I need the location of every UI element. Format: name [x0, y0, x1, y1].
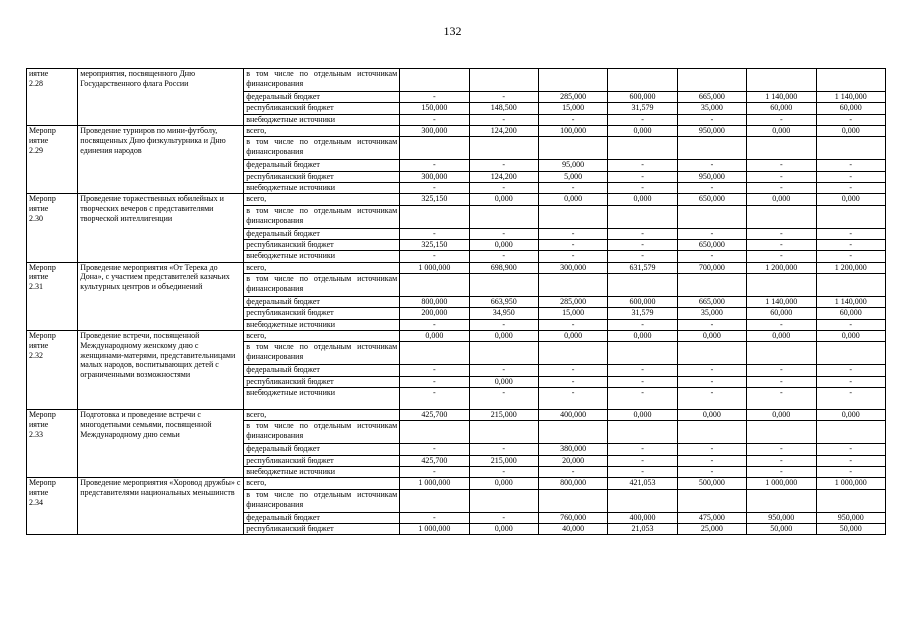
funding-source: федеральный бюджет	[244, 91, 400, 102]
table-row	[27, 410, 886, 421]
amount-cell: 215,000	[469, 455, 538, 466]
funding-source: в том числе по отдельным источникам финансирования	[244, 69, 400, 92]
amount-cell: -	[816, 444, 886, 455]
amount-cell	[677, 205, 746, 228]
amount-cell: -	[677, 160, 746, 171]
amount-cell	[677, 274, 746, 297]
amount-cell: -	[400, 182, 469, 193]
funding-source: федеральный бюджет	[244, 296, 400, 307]
amount-cell	[747, 421, 816, 444]
amount-cell: -	[538, 114, 607, 125]
funding-source: федеральный бюджет	[244, 365, 400, 376]
funding-source: республиканский бюджет	[244, 376, 400, 387]
amount-cell: -	[608, 114, 677, 125]
table-row	[27, 125, 886, 136]
amount-cell: -	[816, 239, 886, 250]
funding-source: республиканский бюджет	[244, 455, 400, 466]
amount-cell: 40,000	[538, 523, 607, 534]
amount-cell: 25,000	[677, 523, 746, 534]
amount-cell: 60,000	[816, 308, 886, 319]
amount-cell: 400,000	[538, 410, 607, 421]
funding-source: в том числе по отдельным источникам финансирования	[244, 342, 400, 365]
amount-cell: 60,000	[747, 308, 816, 319]
amount-cell: 950,000	[816, 512, 886, 523]
amount-cell: 600,000	[608, 296, 677, 307]
amount-cell: 0,000	[608, 194, 677, 205]
amount-cell: -	[400, 251, 469, 262]
amount-cell	[469, 137, 538, 160]
amount-cell: 1 200,000	[816, 262, 886, 273]
amount-cell: 475,000	[677, 512, 746, 523]
funding-source: внебюджетные источники	[244, 182, 400, 193]
amount-cell: -	[816, 376, 886, 387]
amount-cell: 760,000	[538, 512, 607, 523]
amount-cell: 0,000	[747, 125, 816, 136]
amount-cell	[677, 137, 746, 160]
amount-cell: -	[747, 455, 816, 466]
amount-cell: -	[816, 319, 886, 330]
amount-cell: 0,000	[747, 410, 816, 421]
amount-cell: -	[400, 160, 469, 171]
amount-cell: 631,579	[608, 262, 677, 273]
measure-code: Меропр иятие 2.32	[27, 331, 78, 410]
amount-cell	[538, 137, 607, 160]
amount-cell	[538, 421, 607, 444]
amount-cell: -	[816, 171, 886, 182]
amount-cell: -	[747, 444, 816, 455]
amount-cell: -	[816, 160, 886, 171]
amount-cell: -	[747, 319, 816, 330]
amount-cell: -	[400, 319, 469, 330]
amount-cell: 15,000	[538, 308, 607, 319]
amount-cell: 650,000	[677, 194, 746, 205]
amount-cell: -	[608, 319, 677, 330]
amount-cell: -	[747, 388, 816, 410]
amount-cell: 60,000	[816, 103, 886, 114]
amount-cell: -	[400, 466, 469, 477]
table-row	[27, 262, 886, 273]
measure-code: Меропр иятие 2.29	[27, 125, 78, 193]
amount-cell: -	[816, 114, 886, 125]
amount-cell: -	[677, 365, 746, 376]
amount-cell: 665,000	[677, 296, 746, 307]
amount-cell: 380,000	[538, 444, 607, 455]
table-row	[27, 478, 886, 489]
amount-cell	[747, 137, 816, 160]
amount-cell	[538, 274, 607, 297]
funding-source: в том числе по отдельным источникам финансирования	[244, 137, 400, 160]
amount-cell: 950,000	[747, 512, 816, 523]
amount-cell: 325,150	[400, 194, 469, 205]
measure-name: Проведение торжественных юбилейных и творческих вечеров с представителями творческой интеллигенции	[78, 194, 244, 262]
funding-source: федеральный бюджет	[244, 512, 400, 523]
amount-cell: -	[747, 228, 816, 239]
amount-cell: -	[538, 365, 607, 376]
amount-cell: -	[400, 512, 469, 523]
funding-source: в том числе по отдельным источникам финансирования	[244, 421, 400, 444]
amount-cell: -	[816, 455, 886, 466]
amount-cell: -	[469, 365, 538, 376]
amount-cell: 1 000,000	[400, 523, 469, 534]
amount-cell	[816, 137, 886, 160]
amount-cell: 285,000	[538, 296, 607, 307]
amount-cell: -	[400, 365, 469, 376]
amount-cell: 650,000	[677, 239, 746, 250]
amount-cell: -	[608, 388, 677, 410]
amount-cell: 200,000	[400, 308, 469, 319]
amount-cell: -	[400, 91, 469, 102]
amount-cell: 400,000	[608, 512, 677, 523]
amount-cell: -	[538, 239, 607, 250]
funding-source: федеральный бюджет	[244, 444, 400, 455]
amount-cell	[400, 421, 469, 444]
amount-cell: -	[816, 466, 886, 477]
measure-name: Подготовка и проведение встречи с многодетными семьями, посвященной Международному дню семьи	[78, 410, 244, 478]
amount-cell	[538, 342, 607, 365]
amount-cell: 800,000	[538, 478, 607, 489]
amount-cell: 34,950	[469, 308, 538, 319]
amount-cell: 950,000	[677, 171, 746, 182]
amount-cell: -	[816, 182, 886, 193]
amount-cell: -	[469, 388, 538, 410]
amount-cell	[816, 342, 886, 365]
amount-cell: 1 140,000	[816, 91, 886, 102]
funding-source: всего,	[244, 125, 400, 136]
amount-cell: 1 000,000	[747, 478, 816, 489]
measure-code: Меропр иятие 2.33	[27, 410, 78, 478]
amount-cell: -	[747, 376, 816, 387]
funding-source: внебюджетные источники	[244, 114, 400, 125]
amount-cell: -	[677, 251, 746, 262]
amount-cell: 0,000	[469, 239, 538, 250]
amount-cell: 425,700	[400, 410, 469, 421]
amount-cell: -	[400, 114, 469, 125]
funding-source: в том числе по отдельным источникам финансирования	[244, 489, 400, 512]
amount-cell: -	[608, 239, 677, 250]
amount-cell: -	[469, 319, 538, 330]
amount-cell: 0,000	[608, 125, 677, 136]
amount-cell: 0,000	[469, 376, 538, 387]
amount-cell: 0,000	[608, 331, 677, 342]
amount-cell	[469, 205, 538, 228]
amount-cell	[469, 342, 538, 365]
funding-source: республиканский бюджет	[244, 308, 400, 319]
amount-cell: -	[677, 228, 746, 239]
amount-cell: 1 140,000	[747, 296, 816, 307]
amount-cell: -	[538, 388, 607, 410]
page-number: 132	[443, 24, 462, 38]
funding-source: в том числе по отдельным источникам финансирования	[244, 274, 400, 297]
amount-cell	[747, 205, 816, 228]
amount-cell: 0,000	[816, 410, 886, 421]
amount-cell: 0,000	[538, 194, 607, 205]
amount-cell: -	[677, 466, 746, 477]
funding-source: всего,	[244, 331, 400, 342]
amount-cell	[608, 421, 677, 444]
amount-cell: 325,150	[400, 239, 469, 250]
amount-cell: -	[400, 376, 469, 387]
amount-cell: 0,000	[538, 331, 607, 342]
amount-cell: -	[677, 455, 746, 466]
amount-cell: -	[677, 376, 746, 387]
amount-cell: -	[816, 365, 886, 376]
amount-cell	[469, 274, 538, 297]
amount-cell: -	[469, 160, 538, 171]
amount-cell: 665,000	[677, 91, 746, 102]
amount-cell: 50,000	[747, 523, 816, 534]
amount-cell	[677, 69, 746, 92]
amount-cell: -	[816, 388, 886, 410]
amount-cell: 663,950	[469, 296, 538, 307]
amount-cell	[608, 489, 677, 512]
amount-cell: 0,000	[469, 331, 538, 342]
amount-cell: 700,000	[677, 262, 746, 273]
amount-cell: -	[608, 455, 677, 466]
amount-cell: 31,579	[608, 308, 677, 319]
amount-cell: 100,000	[538, 125, 607, 136]
amount-cell: -	[677, 319, 746, 330]
funding-source: федеральный бюджет	[244, 160, 400, 171]
amount-cell: 35,000	[677, 103, 746, 114]
amount-cell: 500,000	[677, 478, 746, 489]
amount-cell: 31,579	[608, 103, 677, 114]
amount-cell: 285,000	[538, 91, 607, 102]
amount-cell: -	[608, 376, 677, 387]
amount-cell	[469, 421, 538, 444]
amount-cell: 0,000	[469, 478, 538, 489]
amount-cell: -	[538, 228, 607, 239]
amount-cell	[400, 274, 469, 297]
funding-source: федеральный бюджет	[244, 228, 400, 239]
amount-cell: -	[469, 228, 538, 239]
funding-source: всего,	[244, 194, 400, 205]
amount-cell: -	[608, 444, 677, 455]
amount-cell	[608, 137, 677, 160]
amount-cell: -	[608, 251, 677, 262]
funding-source: в том числе по отдельным источникам финансирования	[244, 205, 400, 228]
amount-cell: 300,000	[538, 262, 607, 273]
amount-cell: 1 000,000	[400, 262, 469, 273]
amount-cell: -	[747, 365, 816, 376]
amount-cell: 300,000	[400, 171, 469, 182]
amount-cell	[400, 137, 469, 160]
measure-name: Проведение турниров по мини-футболу, посвященных Дню физкультурника и Дню единения народов	[78, 125, 244, 193]
amount-cell: -	[469, 114, 538, 125]
funding-source: всего,	[244, 478, 400, 489]
amount-cell: -	[816, 228, 886, 239]
amount-cell	[816, 69, 886, 92]
amount-cell: 800,000	[400, 296, 469, 307]
amount-cell	[677, 421, 746, 444]
measure-name: Проведение мероприятия «От Терека до Дона», с участием представителей казачьих культурных центров и объединений	[78, 262, 244, 330]
amount-cell: -	[677, 444, 746, 455]
amount-cell	[816, 205, 886, 228]
amount-cell: 0,000	[677, 410, 746, 421]
amount-cell	[469, 69, 538, 92]
measure-code: иятие 2.28	[27, 69, 78, 126]
funding-source: республиканский бюджет	[244, 171, 400, 182]
measure-code: Меропр иятие 2.31	[27, 262, 78, 330]
amount-cell: 50,000	[816, 523, 886, 534]
amount-cell: -	[747, 171, 816, 182]
amount-cell: 0,000	[677, 331, 746, 342]
amount-cell: 421,053	[608, 478, 677, 489]
funding-source: республиканский бюджет	[244, 523, 400, 534]
funding-source: внебюджетные источники	[244, 466, 400, 477]
amount-cell: 698,900	[469, 262, 538, 273]
amount-cell	[538, 205, 607, 228]
amount-cell	[400, 205, 469, 228]
amount-cell: -	[538, 182, 607, 193]
amount-cell: 1 200,000	[747, 262, 816, 273]
measure-name: Проведение встречи, посвященной Международному женскому дню с женщинами-матерями, представительницами малых народов, воспитывающих детей с ограниченными возможностями	[78, 331, 244, 410]
amount-cell	[816, 274, 886, 297]
amount-cell: -	[469, 512, 538, 523]
amount-cell	[538, 69, 607, 92]
amount-cell: 148,500	[469, 103, 538, 114]
amount-cell: -	[677, 182, 746, 193]
amount-cell: -	[747, 182, 816, 193]
measure-code: Меропр иятие 2.30	[27, 194, 78, 262]
amount-cell: 0,000	[816, 331, 886, 342]
amount-cell	[400, 342, 469, 365]
amount-cell	[677, 342, 746, 365]
amount-cell: 0,000	[816, 125, 886, 136]
amount-cell: -	[400, 228, 469, 239]
table-row	[27, 194, 886, 205]
amount-cell	[747, 274, 816, 297]
amount-cell: -	[400, 444, 469, 455]
amount-cell: -	[677, 388, 746, 410]
amount-cell: 215,000	[469, 410, 538, 421]
amount-cell: -	[608, 365, 677, 376]
amount-cell: -	[469, 182, 538, 193]
amount-cell: 1 140,000	[747, 91, 816, 102]
amount-cell: 15,000	[538, 103, 607, 114]
amount-cell: 0,000	[469, 194, 538, 205]
funding-source: республиканский бюджет	[244, 103, 400, 114]
funding-source: внебюджетные источники	[244, 388, 400, 410]
amount-cell: -	[747, 160, 816, 171]
amount-cell: -	[538, 251, 607, 262]
amount-cell	[747, 342, 816, 365]
amount-cell: -	[538, 466, 607, 477]
amount-cell: -	[608, 160, 677, 171]
amount-cell: 0,000	[400, 331, 469, 342]
amount-cell: -	[538, 319, 607, 330]
amount-cell: -	[677, 114, 746, 125]
amount-cell	[608, 69, 677, 92]
amount-cell	[747, 69, 816, 92]
amount-cell: 0,000	[747, 331, 816, 342]
amount-cell: 150,000	[400, 103, 469, 114]
amount-cell: -	[608, 466, 677, 477]
budget-table	[26, 68, 886, 535]
amount-cell	[608, 274, 677, 297]
amount-cell: 1 140,000	[816, 296, 886, 307]
amount-cell	[469, 489, 538, 512]
amount-cell: 0,000	[608, 410, 677, 421]
amount-cell: -	[400, 388, 469, 410]
amount-cell: 60,000	[747, 103, 816, 114]
amount-cell: 0,000	[469, 523, 538, 534]
amount-cell: -	[608, 171, 677, 182]
amount-cell: 300,000	[400, 125, 469, 136]
amount-cell: 124,200	[469, 125, 538, 136]
amount-cell: -	[747, 114, 816, 125]
funding-source: республиканский бюджет	[244, 239, 400, 250]
measure-code: Меропр иятие 2.34	[27, 478, 78, 535]
amount-cell: 20,000	[538, 455, 607, 466]
amount-cell: 124,200	[469, 171, 538, 182]
amount-cell: 95,000	[538, 160, 607, 171]
amount-cell: -	[608, 228, 677, 239]
funding-source: внебюджетные источники	[244, 319, 400, 330]
amount-cell: -	[747, 251, 816, 262]
amount-cell: -	[747, 239, 816, 250]
amount-cell: 600,000	[608, 91, 677, 102]
table-row	[27, 69, 886, 92]
amount-cell	[400, 489, 469, 512]
amount-cell	[400, 69, 469, 92]
amount-cell: 1 000,000	[400, 478, 469, 489]
amount-cell	[677, 489, 746, 512]
amount-cell	[608, 205, 677, 228]
amount-cell: -	[469, 444, 538, 455]
amount-cell	[747, 489, 816, 512]
funding-source: всего,	[244, 262, 400, 273]
amount-cell: 21,053	[608, 523, 677, 534]
amount-cell	[816, 489, 886, 512]
amount-cell: 0,000	[747, 194, 816, 205]
amount-cell: 425,700	[400, 455, 469, 466]
amount-cell: -	[469, 251, 538, 262]
amount-cell: -	[747, 466, 816, 477]
measure-name: Проведение мероприятия «Хоровод дружбы» с представителями национальных меньшинств	[78, 478, 244, 535]
amount-cell	[816, 421, 886, 444]
amount-cell: -	[538, 376, 607, 387]
amount-cell: -	[816, 251, 886, 262]
measure-name: мероприятия, посвященного Дню Государственного флага России	[78, 69, 244, 126]
amount-cell: 5,000	[538, 171, 607, 182]
table-row	[27, 331, 886, 342]
amount-cell: -	[469, 466, 538, 477]
amount-cell: 1 000,000	[816, 478, 886, 489]
amount-cell: -	[469, 91, 538, 102]
amount-cell: -	[608, 182, 677, 193]
amount-cell	[608, 342, 677, 365]
funding-source: всего,	[244, 410, 400, 421]
amount-cell	[538, 489, 607, 512]
amount-cell: 35,000	[677, 308, 746, 319]
funding-source: внебюджетные источники	[244, 251, 400, 262]
amount-cell: 0,000	[816, 194, 886, 205]
amount-cell: 950,000	[677, 125, 746, 136]
